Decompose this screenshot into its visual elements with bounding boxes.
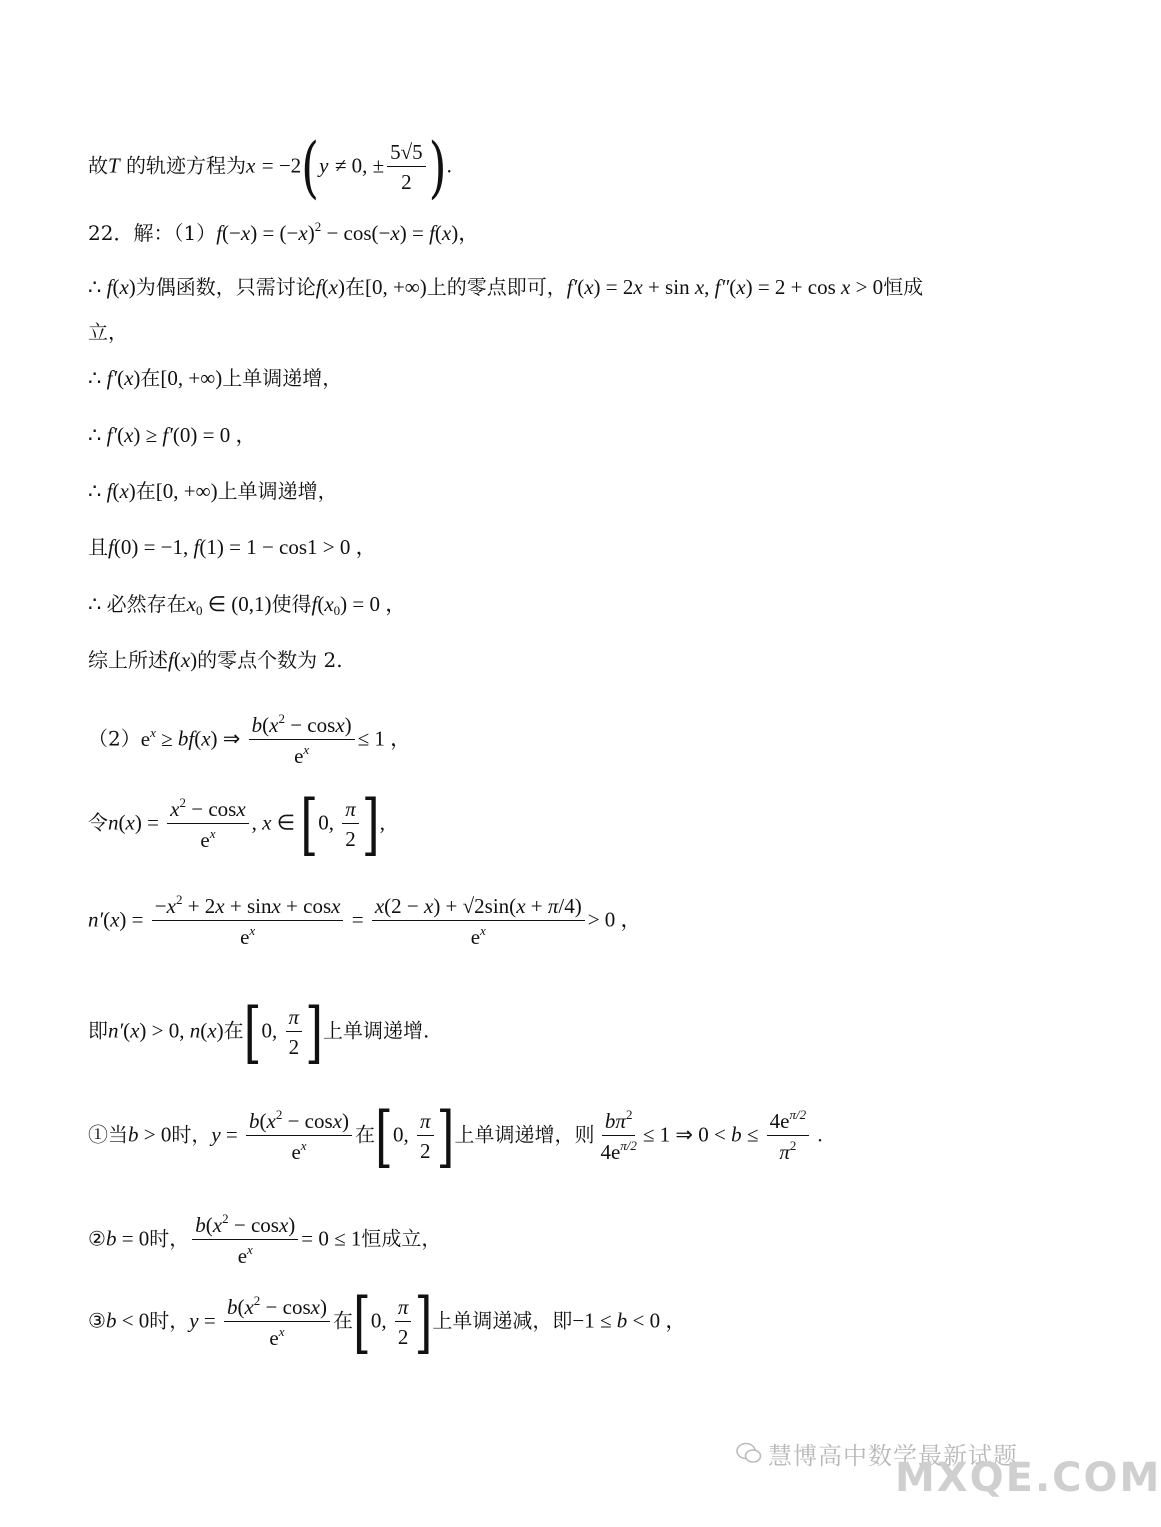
text: 恒成	[883, 275, 924, 299]
solution-line-3: ∴ f(x)为偶函数，只需讨论f(x)在[0, +∞)上的零点即可，f′(x) = 2x + sin x, f″(x) = 2 + cos x > 0恒成	[88, 275, 924, 299]
watermark-logo: MXQE.COM	[895, 1455, 1161, 1501]
solution-line-9: ∴ 必然存在$x_0$ ∈ (0,1)使得$f(x_0) = 0$ ，	[88, 592, 407, 618]
text: 在	[355, 1122, 376, 1147]
text: 在	[223, 1018, 244, 1043]
fraction: $\frac{b(x^2 - \cos x)}{e^x}$	[192, 1212, 298, 1268]
solution-line-17: ③b < 0时，y = $\frac{b(x^2 - \cos x)}{e^x}$ 在[0, $\frac{\pi}{2}$ ]上单调递减，即−1 ≤ b < 0 ，	[88, 1282, 687, 1361]
text: 上单调递增，	[222, 366, 343, 390]
question-label: 22．解：（1）	[88, 221, 217, 245]
part-label: （2）	[88, 726, 141, 751]
solution-line-12: 令n(x) = $\frac{x^2 - \cos x}{e^x}$ , x ∈ [0, $\frac{\pi}{2}$ ],	[88, 784, 385, 863]
text: 为偶函数，只需讨论	[135, 275, 316, 299]
case-label: ①当	[88, 1122, 128, 1147]
solution-line-14: 即n′(x) > 0, n(x)在[0, $\frac{\pi}{2}$ ]上单调递增.	[88, 992, 430, 1071]
fraction: $\frac{\pi}{2}$	[417, 1109, 434, 1163]
fraction: $\frac{x^2 - \cos x}{e^x}$	[167, 796, 249, 852]
fraction: $\frac{5√5}{2}$	[387, 140, 426, 194]
solution-line-7: ∴ f(x)在[0, +∞)上单调递增，	[88, 479, 338, 503]
text: 综上所述	[88, 648, 168, 672]
text: 必然存在	[106, 592, 187, 616]
fraction: $\frac{x(2 - x) + √2\sin(x + \pi/4)}{e^x}$	[372, 894, 585, 949]
fraction: $\frac{-x^2 + 2x + \sin x + \cos x}{e^x}$	[152, 893, 344, 949]
text: 上的零点即可，	[426, 275, 567, 299]
solution-line-16: ②b = 0时， $\frac{b(x^2 - \cos x)}{e^x}$ = 0 ≤ 1恒成立，	[88, 1211, 442, 1269]
text: 的轨迹方程为	[126, 153, 247, 178]
text: 即	[88, 1018, 108, 1043]
solution-line-15: ①当b > 0时，y = $\frac{b(x^2 - \cos x)}{e^x}$ 在[0, $\frac{\pi}{2}$ ]上单调递增，则 $\frac{b\pi^2}{4e^{\pi/2}}$ ≤ 1 ⇒ 0 < b ≤ $\frac{4e^{\pi/2}}{\pi^2}$ .	[88, 1096, 823, 1175]
text: 上单调递增，则	[454, 1122, 595, 1147]
text: 令	[88, 810, 108, 835]
fraction: $\frac{b(x^2 - \cos x)}{e^x}$	[246, 1108, 352, 1164]
wechat-icon	[736, 1442, 762, 1470]
text: 时，	[171, 1122, 212, 1147]
solution-line-5: ∴ f′(x)在[0, +∞)上单调递增，	[88, 366, 343, 390]
solution-line-11: $(2)e^x \ge bf(x)$ ⇒ $\frac{b(x^2 - \cos x)}{e^x}$ ≤ 1 ，	[88, 711, 412, 769]
fraction: $\frac{\pi}{2}$	[342, 797, 359, 851]
solution-line-10: 综上所述f(x)的零点个数为 2.	[88, 648, 343, 672]
solution-line-8: 且f(0) = −1, f(1) = 1 − cos1 > 0 ，	[88, 535, 377, 559]
solution-line-1: 故T 的轨迹方程为x = −2(y ≠ 0, ± $\frac{5√5}{2}$ ).	[88, 127, 452, 206]
text: 时，	[149, 1308, 190, 1333]
case-label: ③	[88, 1308, 106, 1333]
text: 恒成立，	[361, 1226, 442, 1251]
text: 故	[88, 153, 108, 178]
fraction: $\frac{b\pi^2}{4e^{\pi/2}}$	[600, 1107, 637, 1165]
case-label: ②	[88, 1226, 106, 1251]
text: 且	[88, 535, 108, 559]
text: 上单调递增.	[323, 1018, 430, 1043]
solution-line-4	[88, 322, 128, 342]
solution-line-13: n′(x) = $\frac{-x^2 + 2x + \sin x + \cos x}{e^x}$ = $\frac{x(2 - x) + √2\sin(x + \pi/4)}{e^x}$ > 0 ，	[88, 892, 642, 950]
fraction: $\frac{b(x^2 - \cos x)}{e^x}$	[224, 1294, 330, 1350]
text: 使得	[271, 592, 312, 616]
fraction: $\frac{b(x^2 - \cos x)}{e^x}$	[249, 712, 355, 768]
solution-line-6: ∴ f′(x) ≥ f′(0) = 0 ，	[88, 423, 257, 447]
solution-line-2: 22．解：$(1)f(-x) = (-x)^2 - \cos(-x) = f(x)$，	[88, 219, 480, 245]
text: 上单调递减，即	[432, 1308, 573, 1333]
fraction: $\frac{\pi}{2}$	[395, 1295, 412, 1349]
fraction: $\frac{4e^{\pi/2}}{\pi^2}$	[767, 1108, 809, 1164]
text: 在	[332, 1308, 353, 1333]
text: 立，	[88, 320, 128, 344]
text: 时，	[149, 1226, 190, 1251]
fraction: $\frac{\pi}{2}$	[286, 1005, 303, 1059]
text: 在	[344, 275, 365, 299]
text: 的零点个数为 2.	[197, 648, 343, 672]
watermark-text: 慧博高中数学最新试题	[768, 1442, 1018, 1470]
text: 上单调递增，	[217, 479, 338, 503]
